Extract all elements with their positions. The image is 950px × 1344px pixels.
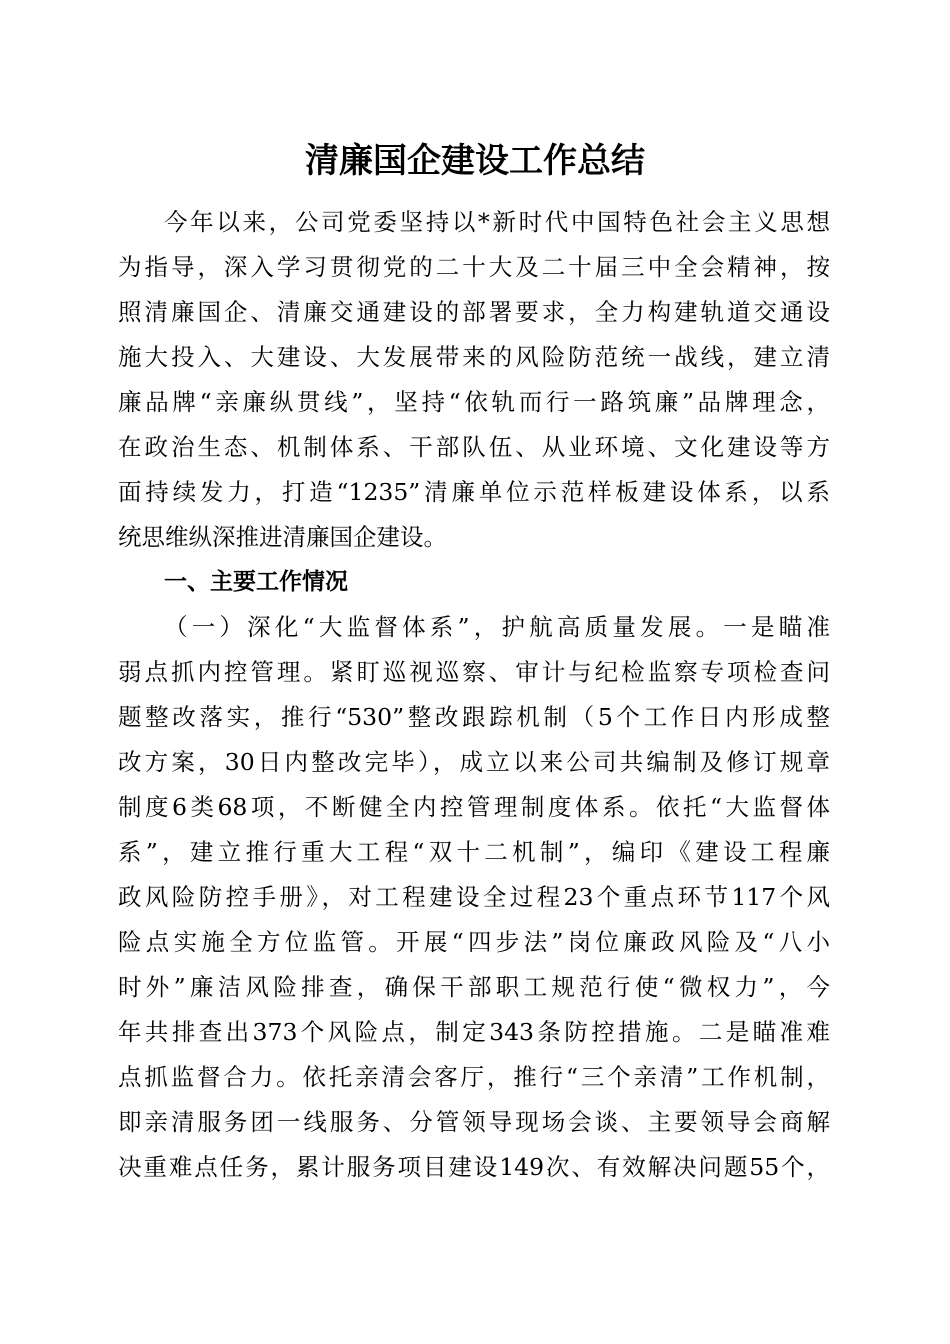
document-title: 清廉国企建设工作总结 (305, 141, 645, 181)
paragraph-line: 制度6类68项，不断健全内控管理制度体系。依托“大监督体 (118, 793, 830, 821)
paragraph-line: 年共排查出373个风险点，制定343条防控措施。二是瞄准难 (118, 1018, 830, 1046)
paragraph-line: 廉品牌“亲廉纵贯线”，坚持“依轨而行一路筑廉”品牌理念， (118, 388, 830, 416)
paragraph-line: 系”，建立推行重大工程“双十二机制”，编印《建设工程廉 (118, 838, 830, 866)
paragraph-line: 即亲清服务团一线服务、分管领导现场会谈、主要领导会商解 (118, 1108, 830, 1136)
paragraph-line: 弱点抓内控管理。紧盯巡视巡察、审计与纪检监察专项检查问 (118, 658, 830, 686)
paragraph-line: 政风险防控手册》，对工程建设全过程23个重点环节117个风 (118, 883, 830, 911)
paragraph-line: 统思维纵深推进清廉国企建设。 (118, 523, 447, 551)
paragraph-line: 改方案，30日内整改完毕），成立以来公司共编制及修订规章 (118, 748, 830, 776)
paragraph-line: 点抓监督合力。依托亲清会客厅，推行“三个亲清”工作机制， (118, 1063, 830, 1091)
paragraph-line: 险点实施全方位监管。开展“四步法”岗位廉政风险及“八小 (118, 928, 830, 956)
paragraph-line: 决重难点任务，累计服务项目建设149次、有效解决问题55个， (118, 1153, 830, 1181)
paragraph-line: 照清廉国企、清廉交通建设的部署要求，全力构建轨道交通设 (118, 298, 830, 326)
paragraph-line: 面持续发力，打造“1235”清廉单位示范样板建设体系，以系 (118, 478, 830, 506)
paragraph-line: 施大投入、大建设、大发展带来的风险防范统一战线，建立清 (118, 343, 830, 371)
paragraph-line: 时外”廉洁风险排查，确保干部职工规范行使“微权力”，今 (118, 973, 830, 1001)
paragraph-line: 今年以来，公司党委坚持以*新时代中国特色社会主义思想 (164, 208, 830, 236)
paragraph-line: 为指导，深入学习贯彻党的二十大及二十届三中全会精神，按 (118, 253, 830, 281)
paragraph-line: 题整改落实，推行“530”整改跟踪机制（5个工作日内形成整 (118, 703, 830, 731)
paragraph-line: 在政治生态、机制体系、干部队伍、从业环境、文化建设等方 (118, 433, 830, 461)
section-heading: 一、主要工作情况 (164, 569, 348, 595)
paragraph-line: （一）深化“大监督体系”，护航高质量发展。一是瞄准 (164, 613, 830, 641)
